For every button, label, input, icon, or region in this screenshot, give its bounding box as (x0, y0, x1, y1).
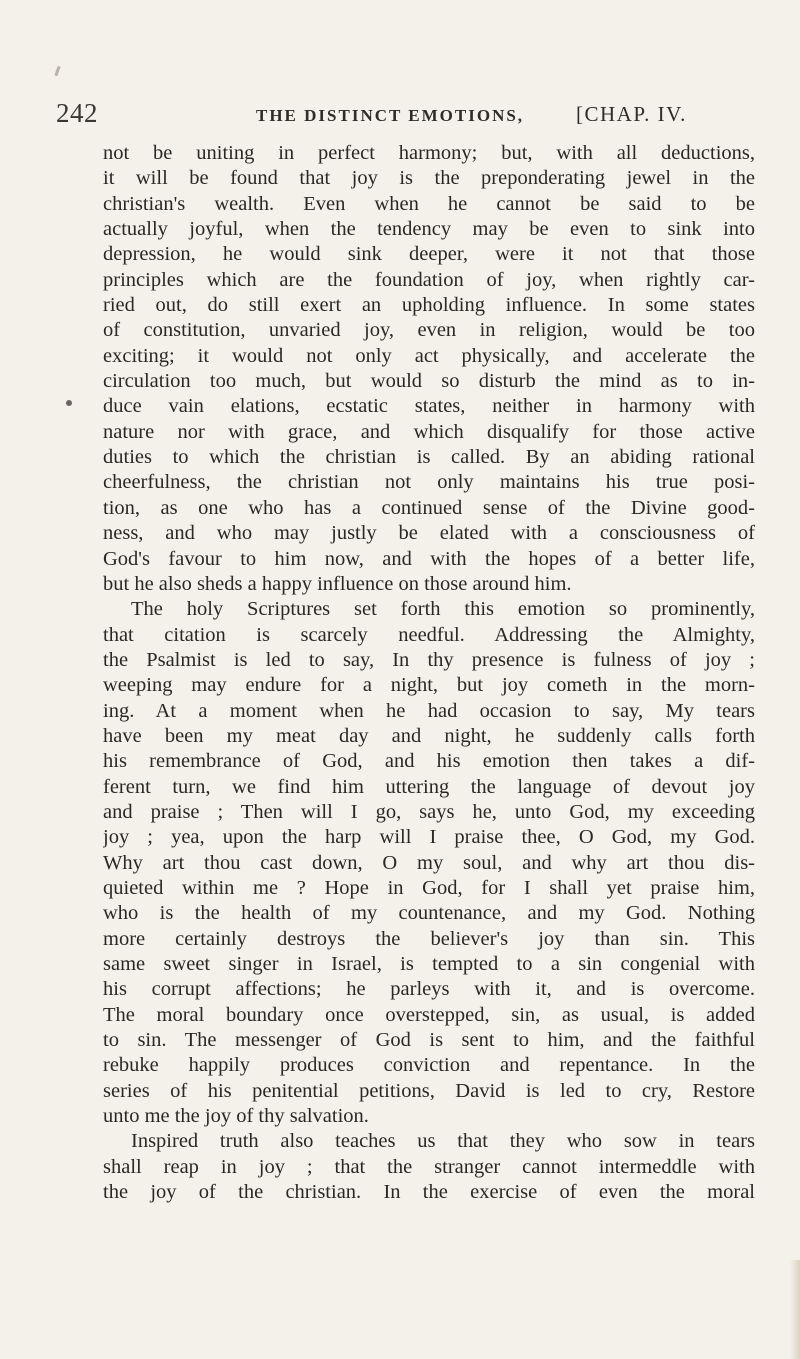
paragraph-start: Inspired truth also teaches us that they who sow in tears (131, 1130, 755, 1153)
text-line: christian's wealth. Even when he cannot be said to be (103, 192, 755, 215)
text-line: exciting; it would not only act physically, and accelerate the (103, 344, 755, 367)
text-line: quieted within me ? Hope in God, for I shall yet praise him, (103, 876, 755, 899)
text-line: duce vain elations, ecstatic states, neither in harmony with (103, 395, 755, 418)
paper-speck (54, 66, 60, 76)
text-line: series of his penitential petitions, David is led to cry, Restore (103, 1079, 755, 1102)
text-line: ness, and who may justly be elated with a consciousness of (103, 522, 755, 545)
text-line: circulation too much, but would so disturb the mind as to in- (103, 370, 755, 393)
text-line: ferent turn, we find him uttering the language of devout joy (103, 775, 755, 798)
text-line: actually joyful, when the tendency may be even to sink into (103, 218, 755, 241)
text-line: unto me the joy of thy salvation. (103, 1105, 369, 1128)
text-line: have been my meat day and night, he suddenly calls forth (103, 724, 755, 747)
text-line: joy ; yea, upon the harp will I praise thee, O God, my God. (103, 826, 755, 849)
text-line: but he also sheds a happy influence on those around him. (103, 572, 572, 595)
text-line: not be uniting in perfect harmony; but, with all deductions, (103, 142, 755, 164)
text-line: Why art thou cast down, O my soul, and why art thou dis- (103, 851, 755, 874)
text-line: the Psalmist is led to say, In thy presence is fulness of joy ; (103, 648, 755, 671)
text-line: principles which are the foundation of joy, when rightly car- (103, 268, 755, 291)
text-line: his remembrance of God, and his emotion then takes a dif- (103, 750, 755, 773)
running-head: THE DISTINCT EMOTIONS, (256, 106, 525, 125)
text-line: shall reap in joy ; that the stranger cannot intermeddle with (103, 1155, 755, 1178)
text-line: same sweet singer in Israel, is tempted to a sin congenial with (103, 953, 755, 975)
text-line: tion, as one who has a continued sense of the Divine good- (103, 496, 755, 519)
text-line: to sin. The messenger of God is sent to him, and the faithful (103, 1029, 755, 1052)
text-line: ing. At a moment when he had occasion to say, My tears (103, 699, 755, 722)
text-line: God's favour to him now, and with the hopes of a better life, (103, 547, 755, 570)
text-line: nature nor with grace, and which disqualify for those active (103, 420, 755, 443)
text-line: of constitution, unvaried joy, even in religion, would be too (103, 319, 755, 342)
text-line: more certainly destroys the believer's joy than sin. This (103, 927, 755, 950)
text-line: his corrupt affections; he parleys with it, and is overcome. (103, 978, 755, 1001)
chapter-reference: [CHAP. IV. (576, 102, 687, 126)
page-number: 242 (56, 98, 98, 128)
text-line: that citation is scarcely needful. Addressing the Almighty, (103, 623, 755, 646)
text-line: weeping may endure for a night, but joy cometh in the morn- (103, 674, 755, 697)
text-line: The moral boundary once overstepped, sin, as usual, is added (103, 1003, 755, 1026)
text-line: cheerfulness, the christian not only maintains his true posi- (103, 471, 755, 494)
text-line: duties to which the christian is called. By an abiding rational (103, 446, 755, 469)
text-line: rebuke happily produces conviction and repentance. In the (103, 1054, 755, 1077)
text-line: depression, he would sink deeper, were it not that those (103, 243, 755, 266)
text-line: the joy of the christian. In the exercise of even the moral (103, 1181, 755, 1204)
page-header (56, 98, 766, 138)
page-edge-shadow (790, 1260, 800, 1359)
text-line: it will be found that joy is the preponderating jewel in the (103, 167, 755, 190)
text-line: ried out, do still exert an upholding influence. In some states (103, 294, 755, 317)
margin-dot (66, 400, 72, 406)
text-line: and praise ; Then will I go, says he, unto God, my exceeding (103, 800, 755, 823)
body-text (103, 141, 755, 1205)
paragraph-start: The holy Scriptures set forth this emotion so prominently, (131, 598, 755, 621)
text-line: who is the health of my countenance, and my God. Nothing (103, 902, 755, 925)
